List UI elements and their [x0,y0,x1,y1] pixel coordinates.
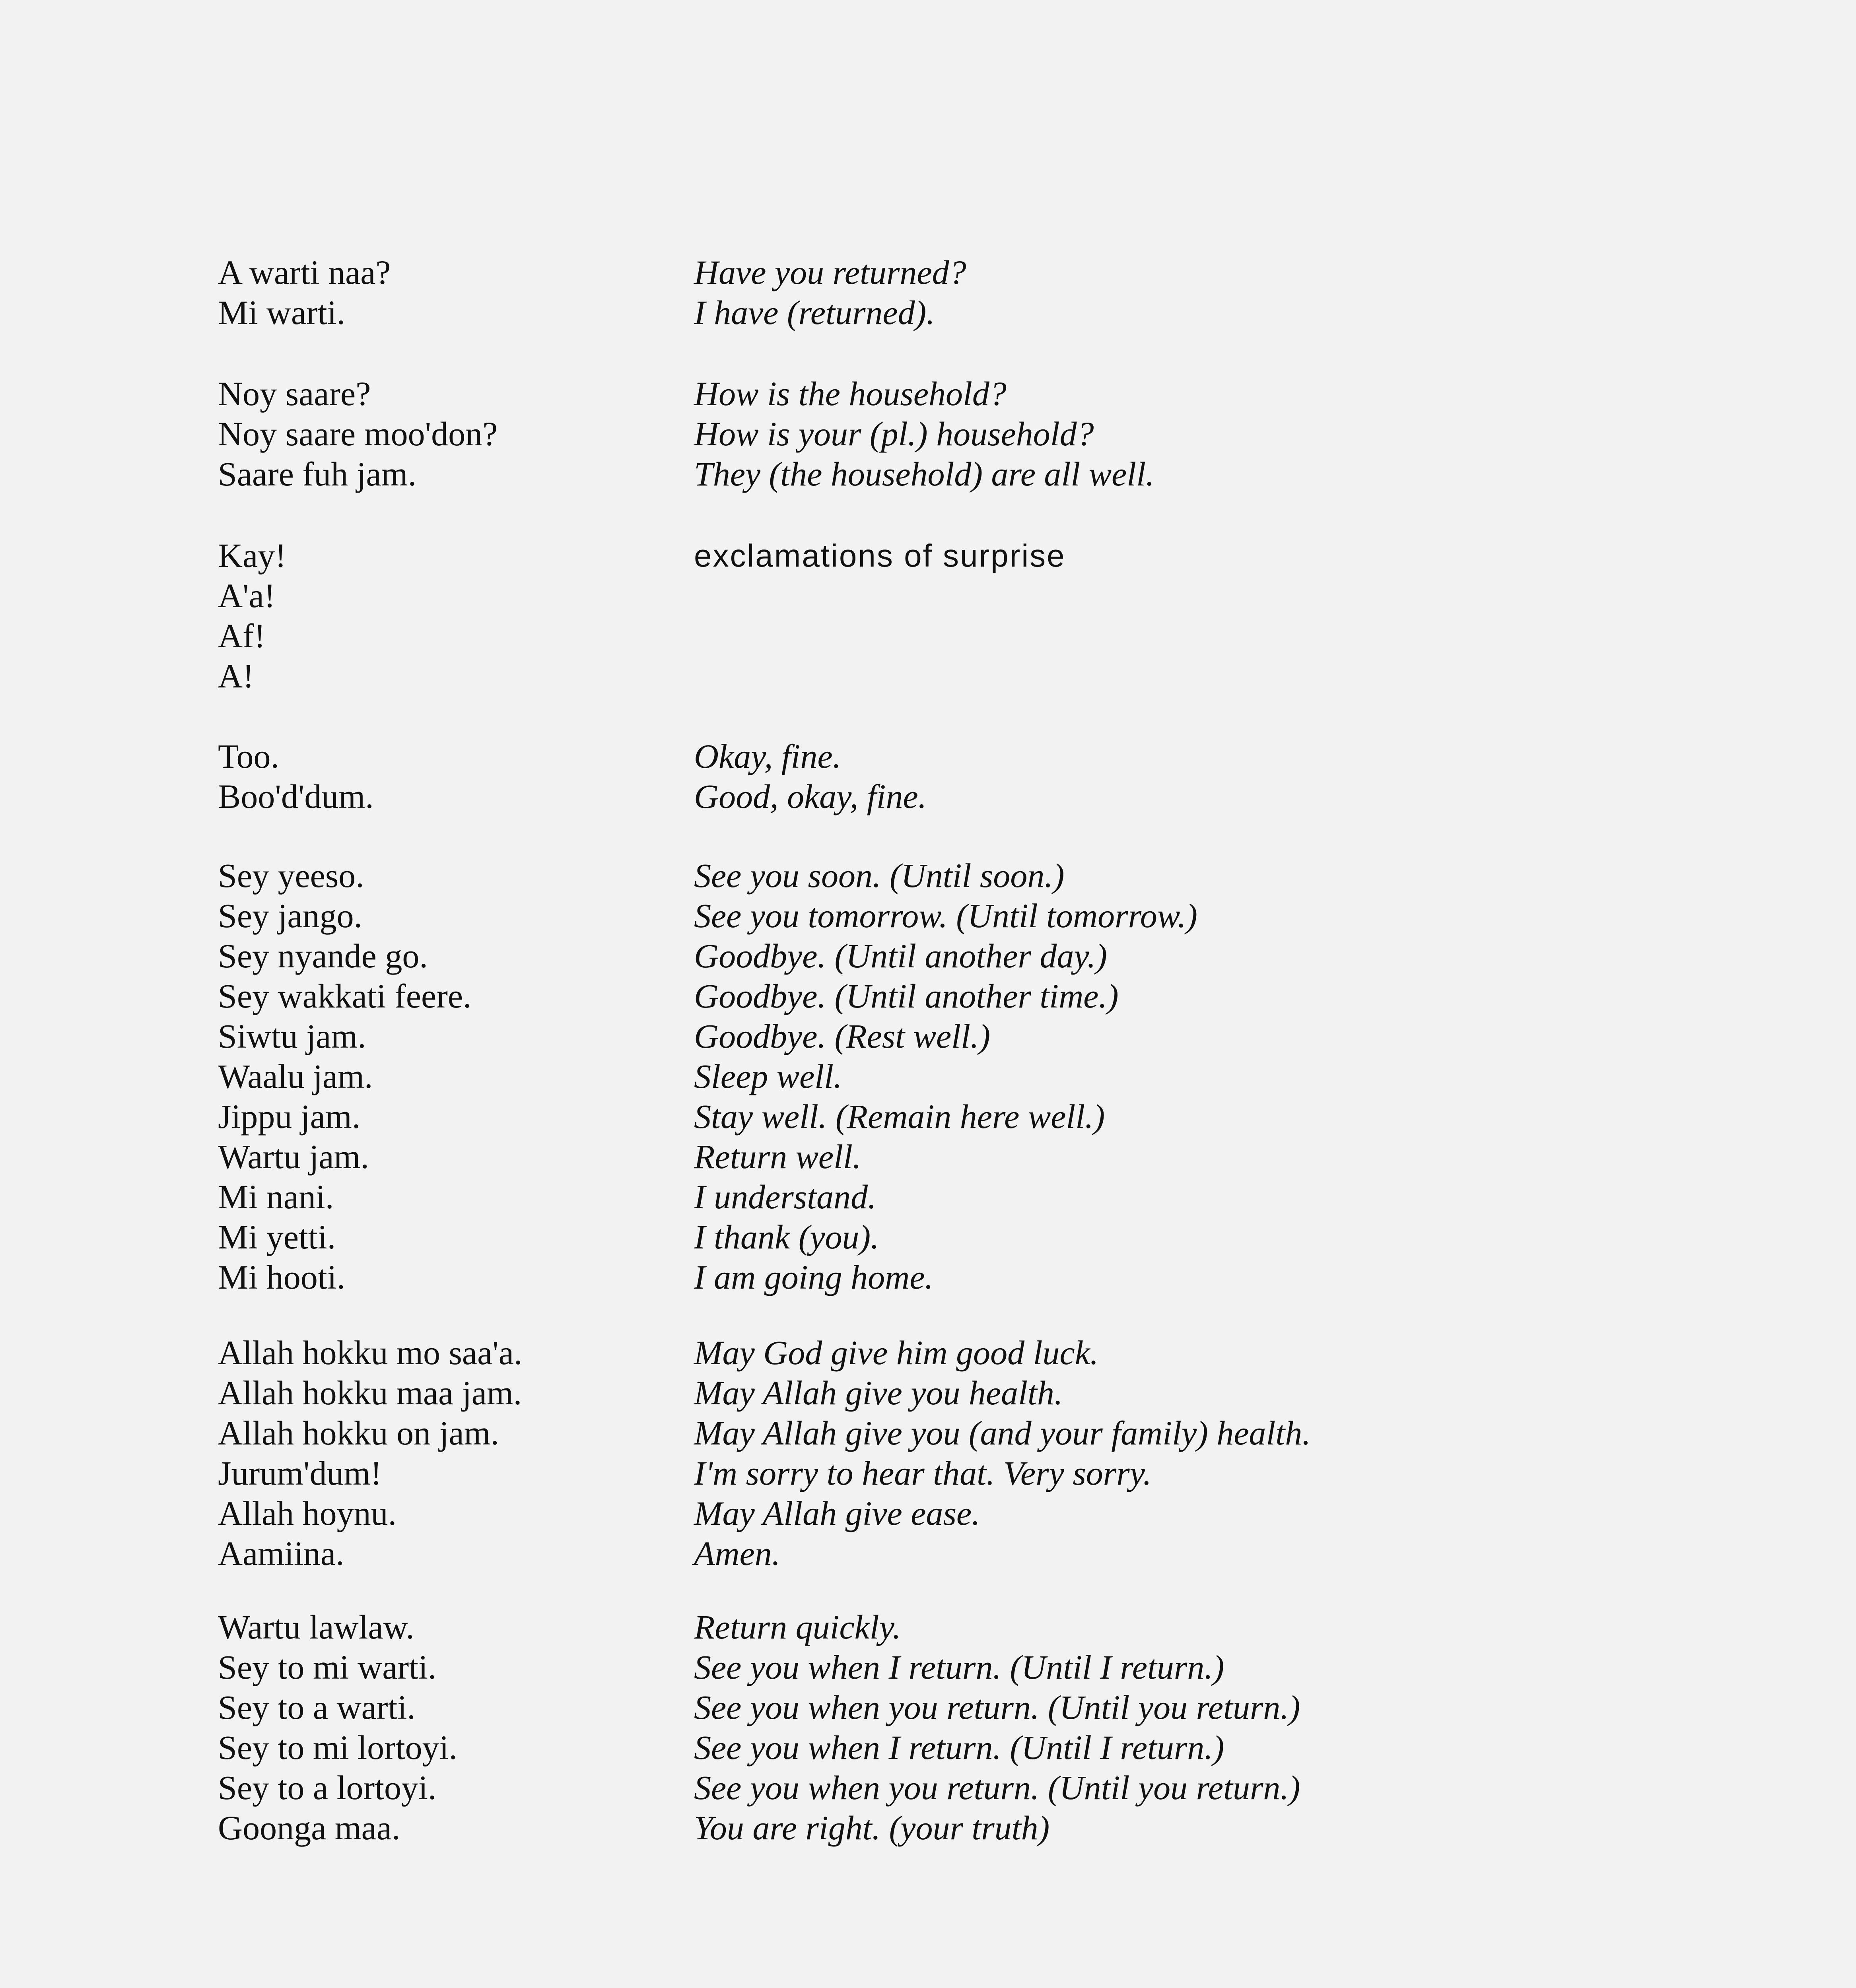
english-translation: Stay well. (Remain here well.) [694,1097,1105,1136]
english-translation: Return well. [694,1138,861,1176]
phrase-row [0,1097,1856,1137]
phrase-row [0,1534,1856,1574]
phrase-row [0,1493,1856,1534]
english-translation: Amen. [694,1534,781,1573]
phrase-row [0,1257,1856,1297]
english-translation: Have you returned? [694,253,966,291]
phrase-row [0,777,1856,817]
phrase-row [0,454,1856,494]
fulfulde-phrase: Noy saare moo'don? [218,415,498,453]
english-translation: I understand. [694,1178,876,1216]
english-translation: May Allah give you (and your family) health. [694,1414,1311,1452]
phrase-row [0,616,1856,656]
phrase-row [0,896,1856,936]
phrase-row [0,1217,1856,1257]
english-translation: See you when you return. (Until you return.) [694,1769,1300,1807]
fulfulde-phrase: A! [218,657,254,695]
phrase-row [0,414,1856,454]
english-translation: Return quickly. [694,1608,901,1646]
phrase-row [0,1177,1856,1217]
phrase-row [0,736,1856,777]
english-translation: Sleep well. [694,1057,842,1095]
phrase-row [0,1647,1856,1687]
fulfulde-phrase: Kay! [218,536,286,575]
fulfulde-phrase: Sey wakkati feere. [218,977,472,1015]
fulfulde-phrase: Noy saare? [218,375,371,413]
english-translation: Goodbye. (Rest well.) [694,1017,991,1055]
fulfulde-phrase: Mi yetti. [218,1218,336,1256]
english-translation: May Allah give ease. [694,1494,980,1532]
fulfulde-phrase: Sey to a warti. [218,1688,416,1726]
fulfulde-phrase: Jurum'dum! [218,1454,382,1492]
english-translation: See you when I return. (Until I return.) [694,1648,1224,1686]
fulfulde-phrase: A'a! [218,577,276,615]
english-translation: May Allah give you health. [694,1374,1063,1412]
phrase-row [0,1333,1856,1373]
phrase-row [0,1413,1856,1453]
phrase-row [0,1607,1856,1647]
fulfulde-phrase: Wartu lawlaw. [218,1608,414,1646]
fulfulde-phrase: Wartu jam. [218,1138,369,1176]
phrase-row [0,1768,1856,1808]
phrase-row [0,1453,1856,1493]
phrase-row [0,1728,1856,1768]
phrase-group [0,1607,1856,1848]
english-translation: How is your (pl.) household? [694,415,1094,453]
phrase-row [0,536,1856,576]
phrase-row [0,1056,1856,1097]
english-translation: I'm sorry to hear that. Very sorry. [694,1454,1152,1492]
fulfulde-phrase: Too. [218,737,280,775]
english-translation: You are right. (your truth) [694,1809,1050,1847]
english-translation: Goodbye. (Until another day.) [694,937,1107,975]
fulfulde-phrase: Allah hokku on jam. [218,1414,499,1452]
english-translation: May God give him good luck. [694,1334,1099,1372]
phrase-row [0,1687,1856,1728]
fulfulde-phrase: Allah hokku mo saa'a. [218,1334,523,1372]
fulfulde-phrase: Goonga maa. [218,1809,400,1847]
phrase-group [0,374,1856,494]
phrase-group [0,736,1856,817]
phrase-row [0,656,1856,696]
fulfulde-phrase: Sey to mi lortoyi. [218,1728,457,1767]
fulfulde-phrase: Sey jango. [218,897,363,935]
english-translation: Good, okay, fine. [694,777,927,815]
fulfulde-phrase: Sey to mi warti. [218,1648,437,1686]
fulfulde-phrase: Mi hooti. [218,1258,346,1296]
phrase-row [0,1373,1856,1413]
phrase-row [0,374,1856,414]
fulfulde-phrase: A warti naa? [218,253,391,291]
phrase-group [0,1333,1856,1574]
fulfulde-phrase: Siwtu jam. [218,1017,366,1055]
phrase-row [0,856,1856,896]
phrase-row [0,576,1856,616]
english-translation: They (the household) are all well. [694,455,1154,493]
fulfulde-phrase: Sey yeeso. [218,856,364,895]
phrase-row [0,1137,1856,1177]
fulfulde-phrase: Mi nani. [218,1178,334,1216]
english-translation: Goodbye. (Until another time.) [694,977,1119,1015]
english-translation: See you when you return. (Until you return.) [694,1688,1300,1726]
fulfulde-phrase: Jippu jam. [218,1097,361,1136]
phrase-row [0,976,1856,1016]
phrase-row [0,293,1856,333]
phrase-row [0,936,1856,976]
english-translation: How is the household? [694,375,1007,413]
fulfulde-phrase: Sey to a lortoyi. [218,1769,437,1807]
english-translation: Okay, fine. [694,737,842,775]
fulfulde-phrase: Waalu jam. [218,1057,373,1095]
english-translation: I have (returned). [694,293,935,332]
english-translation: I thank (you). [694,1218,879,1256]
fulfulde-phrase: Aamiina. [218,1534,344,1573]
fulfulde-phrase: Saare fuh jam. [218,455,417,493]
english-translation: See you tomorrow. (Until tomorrow.) [694,897,1198,935]
english-translation: See you soon. (Until soon.) [694,856,1065,895]
phrase-row [0,1016,1856,1056]
phrase-row [0,1808,1856,1848]
phrase-group [0,856,1856,1297]
fulfulde-phrase: Allah hoynu. [218,1494,397,1532]
phrase-group [0,536,1856,696]
phrase-row [0,252,1856,293]
fulfulde-phrase: Boo'd'dum. [218,777,374,815]
fulfulde-phrase: Mi warti. [218,293,346,332]
english-translation: I am going home. [694,1258,933,1296]
english-translation: See you when I return. (Until I return.) [694,1728,1224,1767]
english-translation: exclamations of surprise [694,538,1066,573]
fulfulde-phrase: Af! [218,617,266,655]
phrase-group [0,252,1856,333]
fulfulde-phrase: Sey nyande go. [218,937,428,975]
fulfulde-phrase: Allah hokku maa jam. [218,1374,522,1412]
